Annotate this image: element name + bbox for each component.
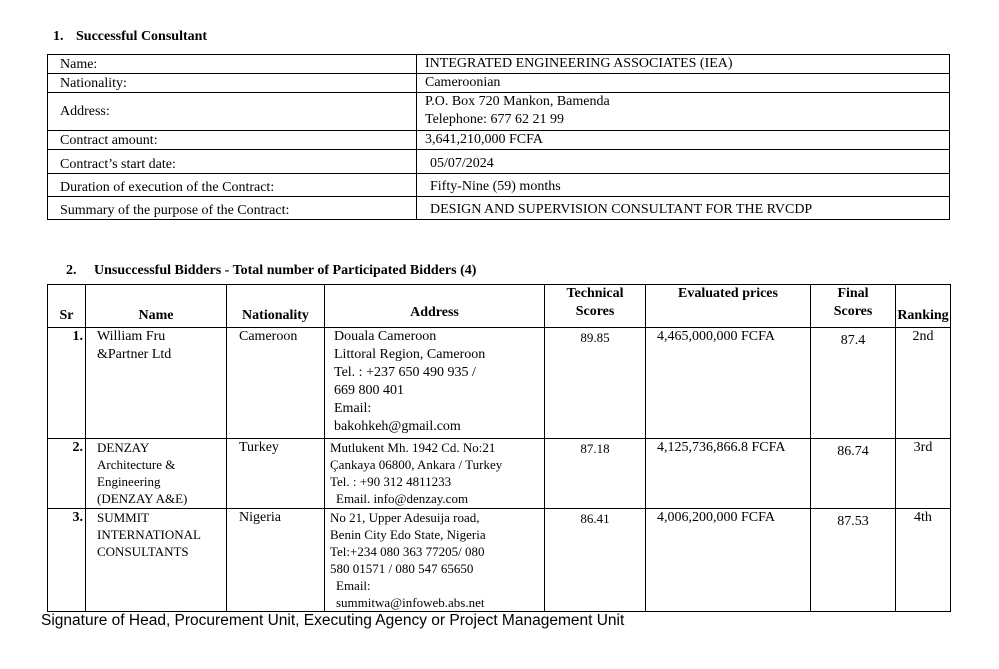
- bidder-technical-score: 87.18: [545, 439, 646, 509]
- consultant-nationality-row: [48, 74, 950, 93]
- technical-header-line-2: Scores: [575, 304, 615, 319]
- address-line-1: P.O. Box 720 Mankon, Bamenda: [425, 94, 610, 109]
- address-value: [417, 93, 950, 131]
- table-row: [48, 509, 951, 612]
- bidder-name-line: &Partner Ltd: [97, 347, 172, 362]
- section-2-number: 2.: [66, 263, 77, 278]
- duration-row: [48, 174, 950, 197]
- bidder-address-line: Çankaya 06800, Ankara / Turkey: [330, 457, 503, 472]
- unsuccessful-bidders-table: [47, 284, 951, 612]
- bidder-final-score: 87.53: [811, 509, 896, 612]
- name-value: INTEGRATED ENGINEERING ASSOCIATES (IEA): [417, 55, 950, 74]
- bidder-sr: 3.: [48, 509, 86, 612]
- section-1-heading: [53, 29, 207, 45]
- start-date-value: 05/07/2024: [417, 150, 950, 174]
- nationality-header: Nationality: [227, 285, 325, 328]
- bidder-final-score: 86.74: [811, 439, 896, 509]
- summary-row: [48, 197, 950, 220]
- name-label: Name:: [48, 55, 417, 74]
- bidder-address-line: Email. info@denzay.com: [336, 491, 469, 506]
- bidder-address-line: Tel. : +90 312 4811233: [330, 474, 452, 489]
- technical-scores-header: [545, 285, 646, 328]
- consultant-name-row: [48, 55, 950, 74]
- address-header: Address: [325, 285, 545, 328]
- bidder-nationality: Turkey: [227, 439, 325, 509]
- bidder-name-line: Engineering: [97, 474, 161, 489]
- section-2-heading: [66, 263, 476, 279]
- bidder-address: [325, 509, 545, 612]
- bidder-name: [86, 328, 227, 439]
- table-row: [48, 439, 951, 509]
- bidder-name: [86, 439, 227, 509]
- bidder-nationality: Nigeria: [227, 509, 325, 612]
- summary-label: Summary of the purpose of the Contract:: [48, 197, 417, 220]
- bidder-address-line: 580 01571 / 080 547 65650: [330, 561, 474, 576]
- bidder-name-line: William Fru: [97, 329, 166, 344]
- duration-label: Duration of execution of the Contract:: [48, 174, 417, 197]
- bidder-ranking: 4th: [896, 509, 951, 612]
- duration-value: Fifty-Nine (59) months: [417, 174, 950, 197]
- sr-header: Sr: [48, 285, 86, 328]
- table-row: [48, 328, 951, 439]
- bidder-name-line: DENZAY: [97, 440, 150, 455]
- bidder-evaluated-price: 4,125,736,866.8 FCFA: [646, 439, 811, 509]
- amount-value: 3,641,210,000 FCFA: [417, 131, 950, 150]
- bidder-address-line: Tel. : +237 650 490 935 /: [334, 365, 476, 380]
- bidder-evaluated-price: 4,006,200,000 FCFA: [646, 509, 811, 612]
- bidder-address-line: Douala Cameroon: [334, 329, 437, 344]
- final-header-line-1: Final: [837, 286, 869, 301]
- evaluated-prices-header: Evaluated prices: [646, 285, 811, 328]
- bidder-final-score: 87.4: [811, 328, 896, 439]
- bidder-address-line: summitwa@infoweb.abs.net: [336, 595, 485, 610]
- bidder-address-line: Littoral Region, Cameroon: [334, 347, 486, 362]
- bidder-technical-score: 86.41: [545, 509, 646, 612]
- nationality-value: Cameroonian: [417, 74, 950, 93]
- address-line-2: Telephone: 677 62 21 99: [425, 112, 564, 127]
- consultant-address-row: [48, 93, 950, 131]
- bidder-sr: 1.: [48, 328, 86, 439]
- final-header-line-2: Scores: [833, 304, 873, 319]
- amount-label: Contract amount:: [48, 131, 417, 150]
- bidder-address-line: bakohkeh@gmail.com: [334, 419, 461, 434]
- bidder-evaluated-price: 4,465,000,000 FCFA: [646, 328, 811, 439]
- bidder-ranking: 3rd: [896, 439, 951, 509]
- section-1-title: Successful Consultant: [76, 29, 208, 44]
- start-date-row: [48, 150, 950, 174]
- technical-header-line-1: Technical: [566, 286, 624, 301]
- bidder-name-line: Architecture &: [97, 457, 176, 472]
- bidder-address-line: Tel:+234 080 363 77205/ 080: [330, 544, 485, 559]
- bidder-technical-score: 89.85: [545, 328, 646, 439]
- address-label: Address:: [48, 93, 417, 131]
- successful-consultant-table: [47, 54, 950, 220]
- bidder-address-line: No 21, Upper Adesuija road,: [330, 510, 480, 525]
- bidder-name-line: (DENZAY A&E): [97, 491, 188, 506]
- bidder-nationality: Cameroon: [227, 328, 325, 439]
- bidder-sr: 2.: [48, 439, 86, 509]
- bidder-address-line: Benin City Edo State, Nigeria: [330, 527, 486, 542]
- final-scores-header: [811, 285, 896, 328]
- bidder-address-line: Email:: [334, 401, 372, 416]
- bidder-address-line: Email:: [336, 578, 371, 593]
- bidder-ranking: 2nd: [896, 328, 951, 439]
- name-header: Name: [86, 285, 227, 328]
- bidder-address-line: Mutlukent Mh. 1942 Cd. No:21: [330, 440, 496, 455]
- summary-value: DESIGN AND SUPERVISION CONSULTANT FOR THE RVCDP: [417, 197, 950, 220]
- nationality-label: Nationality:: [48, 74, 417, 93]
- bidder-name-line: SUMMIT: [97, 510, 150, 525]
- contract-amount-row: [48, 131, 950, 150]
- section-1-number: 1.: [53, 29, 64, 44]
- bidder-address: [325, 439, 545, 509]
- section-2-title: Unsuccessful Bidders - Total number of Participated Bidders (4): [94, 263, 477, 278]
- bidder-address: [325, 328, 545, 439]
- start-date-label: Contract’s start date:: [48, 150, 417, 174]
- bidder-name-line: INTERNATIONAL: [97, 527, 201, 542]
- ranking-header: Ranking: [896, 285, 951, 328]
- bidder-name-line: CONSULTANTS: [97, 544, 189, 559]
- bidders-header-row: [48, 285, 951, 328]
- bidder-name: [86, 509, 227, 612]
- signature-line: Signature of Head, Procurement Unit, Executing Agency or Project Management Unit: [41, 612, 625, 629]
- bidder-address-line: 669 800 401: [334, 383, 404, 398]
